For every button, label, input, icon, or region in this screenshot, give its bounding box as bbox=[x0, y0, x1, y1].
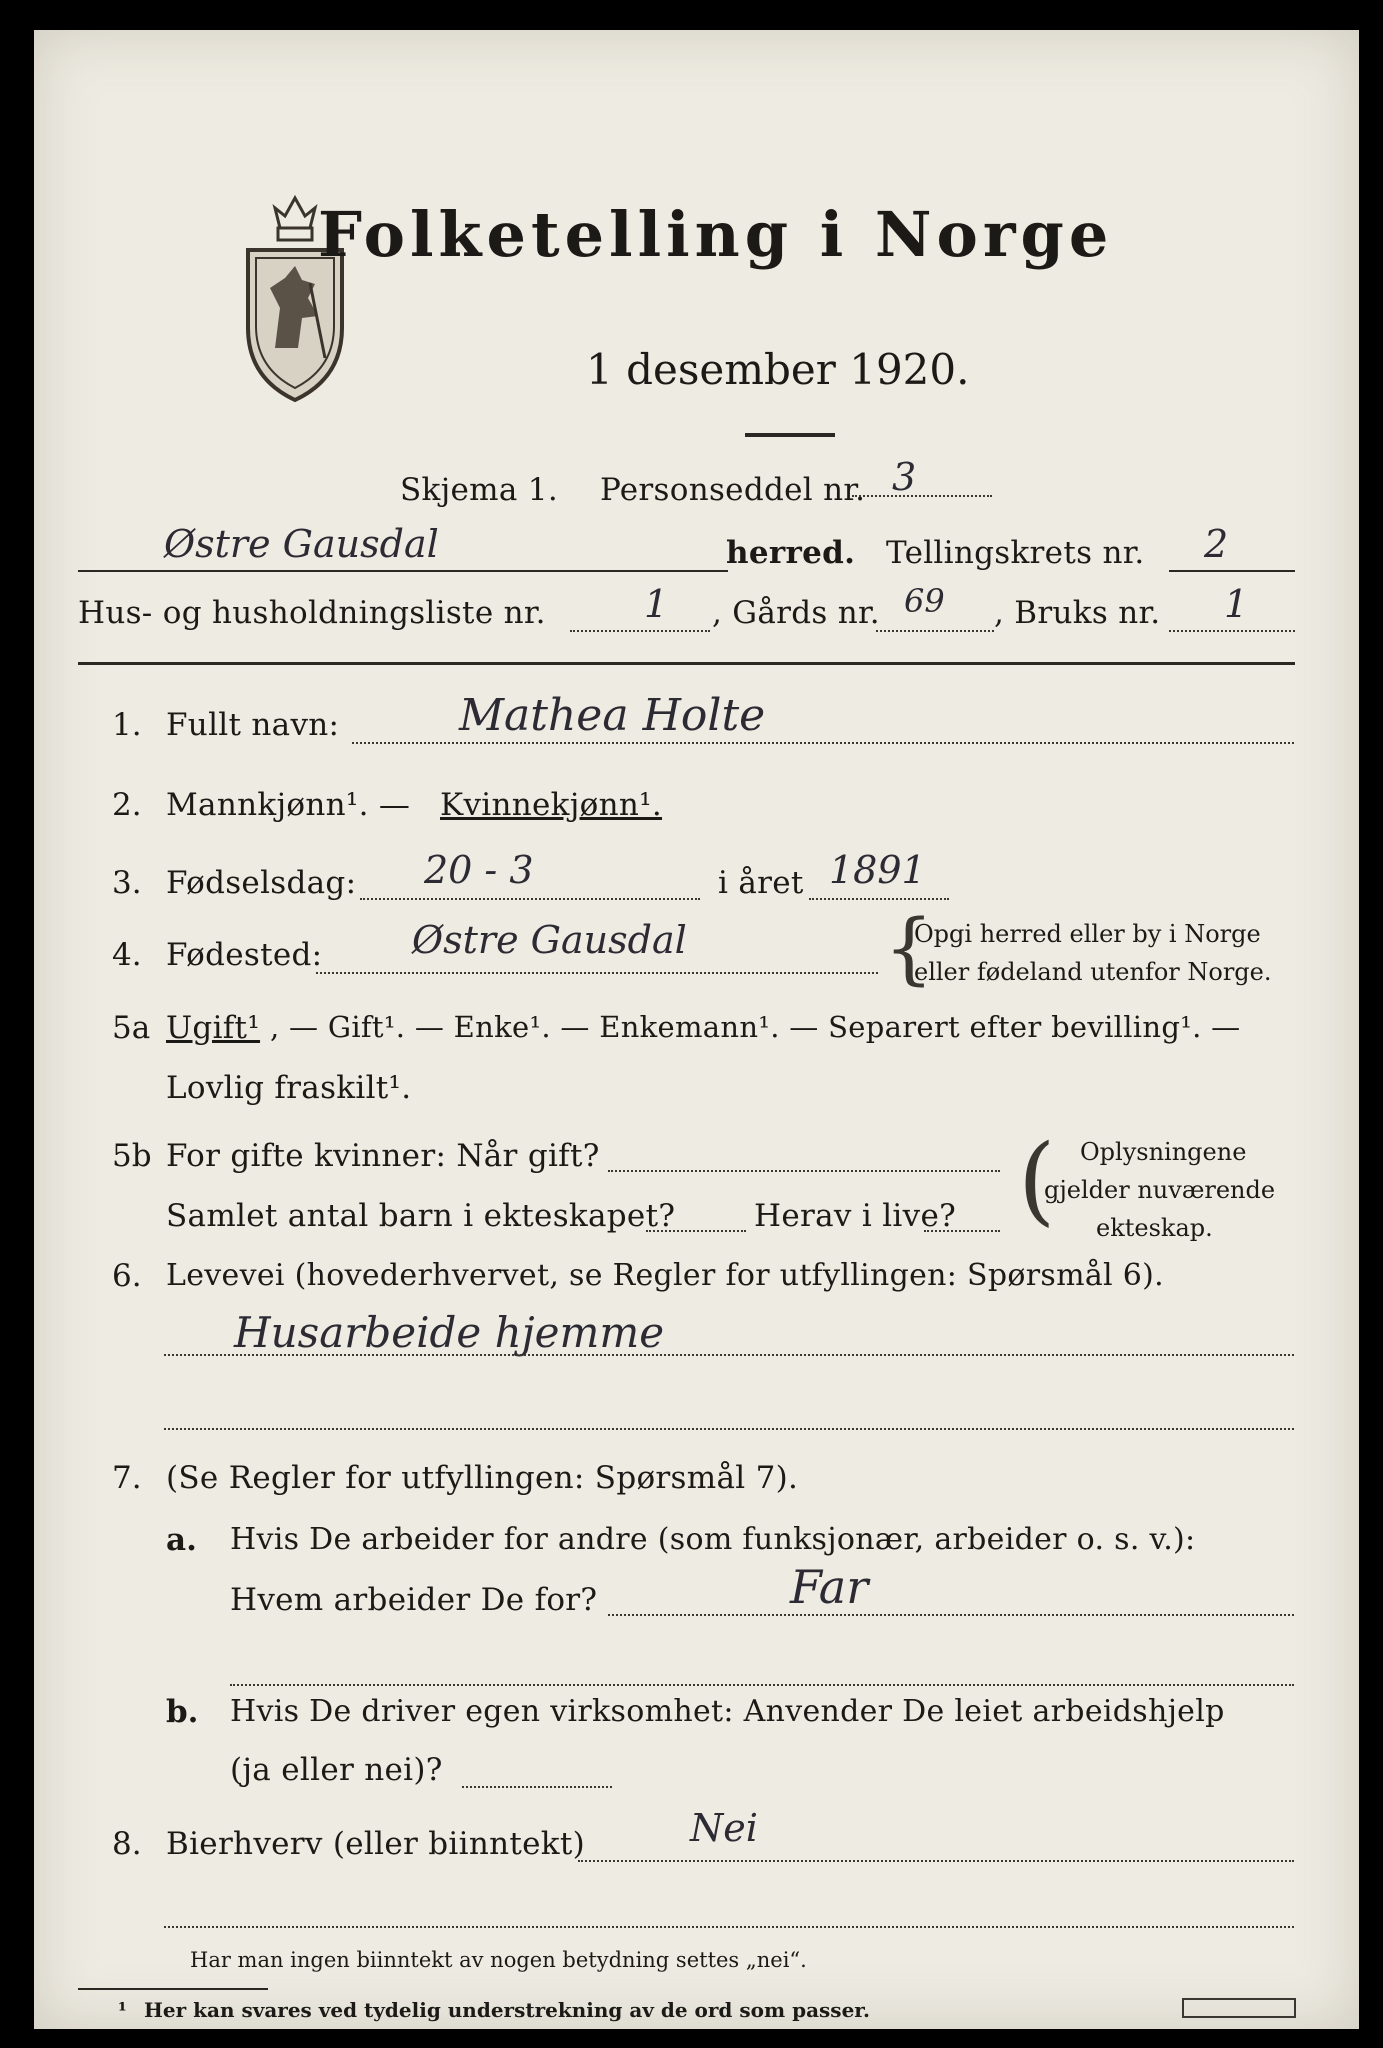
none-note: Har man ingen biinntekt av nogen betydning settes „nei“. bbox=[190, 1948, 807, 1972]
census-form bbox=[34, 30, 1359, 2029]
skjema-label: Skjema 1. bbox=[400, 472, 558, 508]
q4-label: Fødested: bbox=[166, 937, 323, 973]
tellingskrets-label: Tellingskrets nr. bbox=[886, 535, 1145, 571]
q4-number: 4. bbox=[112, 937, 142, 973]
birthplace-note-1: Opgi herred eller by i Norge bbox=[914, 920, 1261, 948]
full-name-value[interactable]: Mathea Holte bbox=[459, 690, 766, 741]
civil-status-options[interactable]: , — Gift¹. — Enke¹. — Enkemann¹. — Separert efter bevilling¹. — bbox=[270, 1010, 1241, 1044]
married-when-label: For gifte kvinner: Når gift? bbox=[166, 1138, 600, 1174]
male-option[interactable]: Mannkjønn¹. — bbox=[166, 787, 411, 823]
marriage-note-1: Oplysningene bbox=[1080, 1138, 1247, 1166]
printer-stamp bbox=[1182, 1998, 1296, 2018]
fraskilt-option[interactable]: Lovlig fraskilt¹. bbox=[166, 1070, 412, 1106]
paren-icon: ( bbox=[1018, 1124, 1056, 1236]
q3-number: 3. bbox=[112, 865, 142, 901]
q7-label: (Se Regler for utfyllingen: Spørsmål 7). bbox=[166, 1460, 799, 1496]
employer-value[interactable]: Far bbox=[790, 1560, 869, 1614]
q5a-number: 5a bbox=[112, 1010, 151, 1046]
side-income-value[interactable]: Nei bbox=[690, 1806, 758, 1850]
footnote-mark: ¹ bbox=[118, 1998, 127, 2022]
birthday-value[interactable]: 20 - 3 bbox=[424, 848, 534, 892]
q8-label: Bierhverv (eller biinntekt) bbox=[166, 1826, 586, 1862]
female-option[interactable]: Kvinnekjønn¹. bbox=[440, 787, 663, 823]
herred-label: herred. bbox=[726, 535, 856, 571]
children-alive-label: Herav i live? bbox=[754, 1198, 957, 1234]
herred-value[interactable]: Østre Gausdal bbox=[164, 522, 439, 566]
hired-help-label: (ja eller nei)? bbox=[230, 1752, 443, 1788]
q1-label: Fullt navn: bbox=[166, 707, 340, 743]
personseddel-label: Personseddel nr. bbox=[600, 472, 866, 508]
q7b-question: Hvis De driver egen virksomhet: Anvender De leiet arbeidshjelp bbox=[230, 1694, 1225, 1729]
birthplace-note-2: eller fødeland utenfor Norge. bbox=[914, 958, 1272, 986]
form-title: Folketelling i Norge bbox=[318, 198, 1114, 271]
gards-value[interactable]: 69 bbox=[904, 582, 945, 620]
q1-number: 1. bbox=[112, 707, 142, 743]
q8-number: 8. bbox=[112, 1826, 142, 1862]
census-date: 1 desember 1920. bbox=[586, 345, 970, 394]
q6-number: 6. bbox=[112, 1258, 142, 1294]
ugift-option[interactable]: Ugift¹ bbox=[166, 1010, 261, 1046]
marriage-note-2: gjelder nuværende bbox=[1044, 1176, 1276, 1204]
bruks-label: , Bruks nr. bbox=[994, 595, 1161, 631]
q7a-question: Hvis De arbeider for andre (som funksjonær, arbeider o. s. v.): bbox=[230, 1522, 1196, 1557]
children-total-label: Samlet antal barn i ekteskapet? bbox=[166, 1198, 676, 1234]
husliste-value[interactable]: 1 bbox=[644, 582, 669, 626]
husliste-label: Hus- og husholdningsliste nr. bbox=[78, 595, 546, 631]
bruks-value[interactable]: 1 bbox=[1224, 582, 1249, 626]
tellingskrets-value[interactable]: 2 bbox=[1204, 522, 1229, 566]
occupation-value[interactable]: Husarbeide hjemme bbox=[234, 1308, 665, 1357]
q6-label: Levevei (hovederhvervet, se Regler for utfyllingen: Spørsmål 6). bbox=[166, 1258, 1164, 1293]
birth-year-value[interactable]: 1891 bbox=[829, 848, 926, 892]
year-label: i året bbox=[718, 865, 804, 901]
title-divider bbox=[745, 433, 835, 437]
q3-label: Fødselsdag: bbox=[166, 865, 357, 901]
q7a-letter: a. bbox=[166, 1522, 197, 1558]
personseddel-value[interactable]: 3 bbox=[892, 455, 917, 499]
gards-label: , Gårds nr. bbox=[712, 595, 880, 631]
employer-label: Hvem arbeider De for? bbox=[230, 1582, 598, 1618]
brace-icon: { bbox=[884, 904, 934, 994]
birthplace-value[interactable]: Østre Gausdal bbox=[412, 918, 687, 962]
footnote-text: Her kan svares ved tydelig understrekning av de ord som passer. bbox=[144, 1998, 870, 2022]
marriage-note-3: ekteskap. bbox=[1096, 1214, 1213, 1242]
q7b-letter: b. bbox=[166, 1694, 199, 1730]
q2-number: 2. bbox=[112, 787, 142, 823]
q5b-number: 5b bbox=[112, 1138, 152, 1174]
section-divider bbox=[78, 662, 1295, 665]
q7-number: 7. bbox=[112, 1460, 142, 1496]
